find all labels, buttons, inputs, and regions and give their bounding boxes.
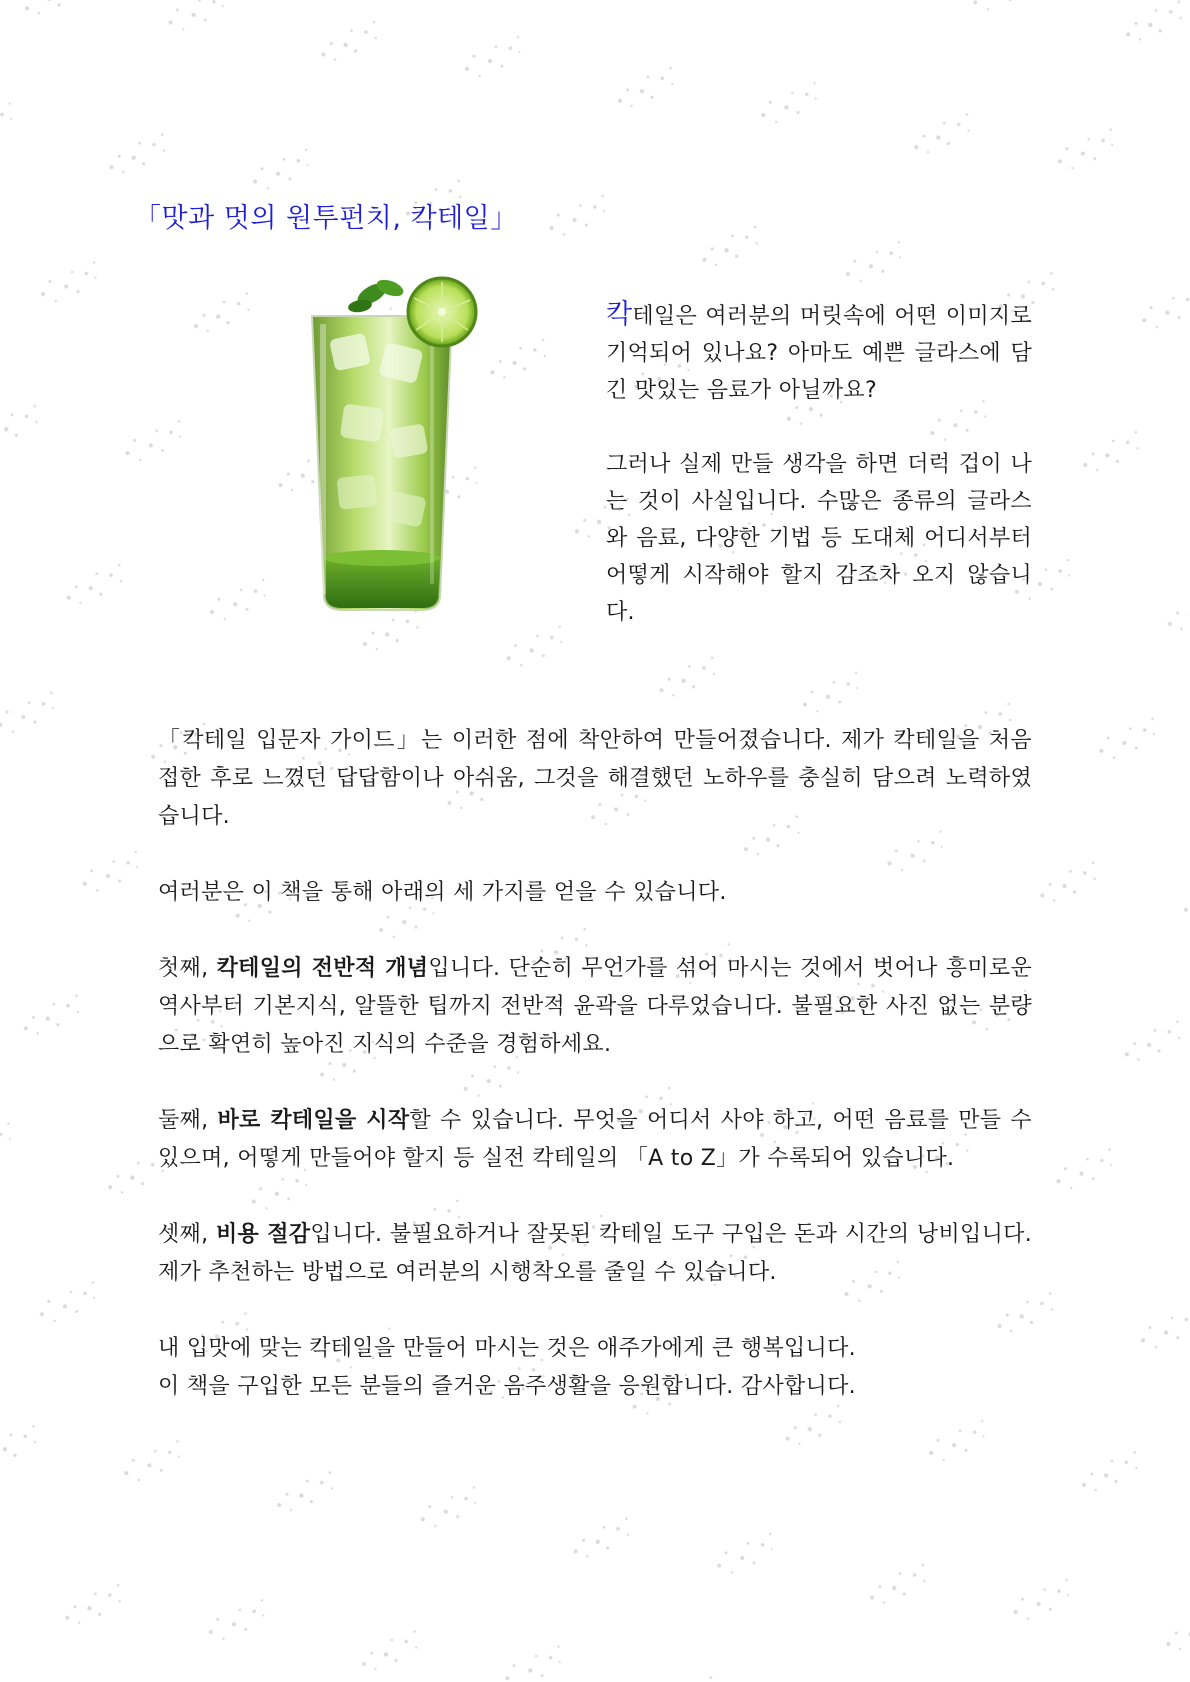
intro-text bbox=[606, 296, 1032, 631]
second-point-text: 할 수 있습니다. 무엇을 어디서 사야 하고, 어떤 음료를 만들 수 있으며, 어떻게 만들어야 할지 등 실전 칵테일의 「A to Z」가 수록되어 있습니다. bbox=[158, 1108, 1032, 1171]
second-lead: 둘째, bbox=[158, 1108, 218, 1133]
intro-paragraph-1-text: 테일은 여러분의 머릿속에 어떤 이미지로 기억되어 있나요? 아마도 예쁜 글라스에 담긴 맛있는 음료가 아닐까요? bbox=[606, 304, 1032, 403]
body-paragraph-4 bbox=[158, 1102, 1032, 1178]
second-point-bold: 바로 칵테일을 시작 bbox=[217, 1108, 410, 1133]
first-point-bold: 칵테일의 전반적 개념 bbox=[216, 956, 429, 981]
third-point-bold: 비용 절감 bbox=[215, 1222, 311, 1247]
closing-line-1: 내 입맛에 맞는 칵테일을 만들어 마시는 것은 애주가에게 큰 행복입니다. bbox=[158, 1336, 856, 1361]
intro-paragraph-1 bbox=[606, 296, 1032, 409]
mojito-glass-image bbox=[302, 276, 480, 616]
third-lead: 셋째, bbox=[158, 1222, 216, 1247]
drop-cap: 칵 bbox=[606, 299, 633, 330]
body-text bbox=[158, 722, 1032, 1406]
closing-line-2: 이 책을 구입한 모든 분들의 즐거운 음주생활을 응원합니다. 감사합니다. bbox=[158, 1374, 856, 1399]
body-paragraph-1: 「칵테일 입문자 가이드」는 이러한 점에 착안하여 만들어졌습니다. 제가 칵테일을 처음 접한 후로 느꼈던 답답함이나 아쉬움, 그것을 해결했던 노하우를 충실히 담으려 노력하였습니다. bbox=[158, 728, 1032, 829]
body-paragraph-2: 여러분은 이 책을 통해 아래의 세 가지를 얻을 수 있습니다. bbox=[158, 880, 727, 905]
body-paragraph-3 bbox=[158, 950, 1032, 1064]
first-lead: 첫째, bbox=[158, 956, 217, 981]
third-point-text: 입니다. 불필요하거나 잘못된 칵테일 도구 구입은 돈과 시간의 낭비입니다. 제가 추천하는 방법으로 여러분의 시행착오를 줄일 수 있습니다. bbox=[158, 1222, 1032, 1285]
first-point-text: 입니다. 단순히 무언가를 섞어 마시는 것에서 벗어나 흥미로운 역사부터 기본지식, 알뜰한 팁까지 전반적 윤곽을 다루었습니다. 불필요한 사진 없는 분량으로 확연히 높아진 지식의 수준을 경험하세요. bbox=[158, 956, 1032, 1057]
intro-paragraph-2: 그러나 실제 만들 생각을 하면 더럭 겁이 나는 것이 사실입니다. 수많은 종류의 글라스와 음료, 다양한 기법 등 도대체 어디서부터 어떻게 시작해야 할지 감조차 오지 않습니다. bbox=[606, 452, 1032, 625]
body-paragraph-5 bbox=[158, 1216, 1032, 1292]
page-title: 「맛과 멋의 원투펀치, 칵테일」 bbox=[134, 203, 518, 234]
